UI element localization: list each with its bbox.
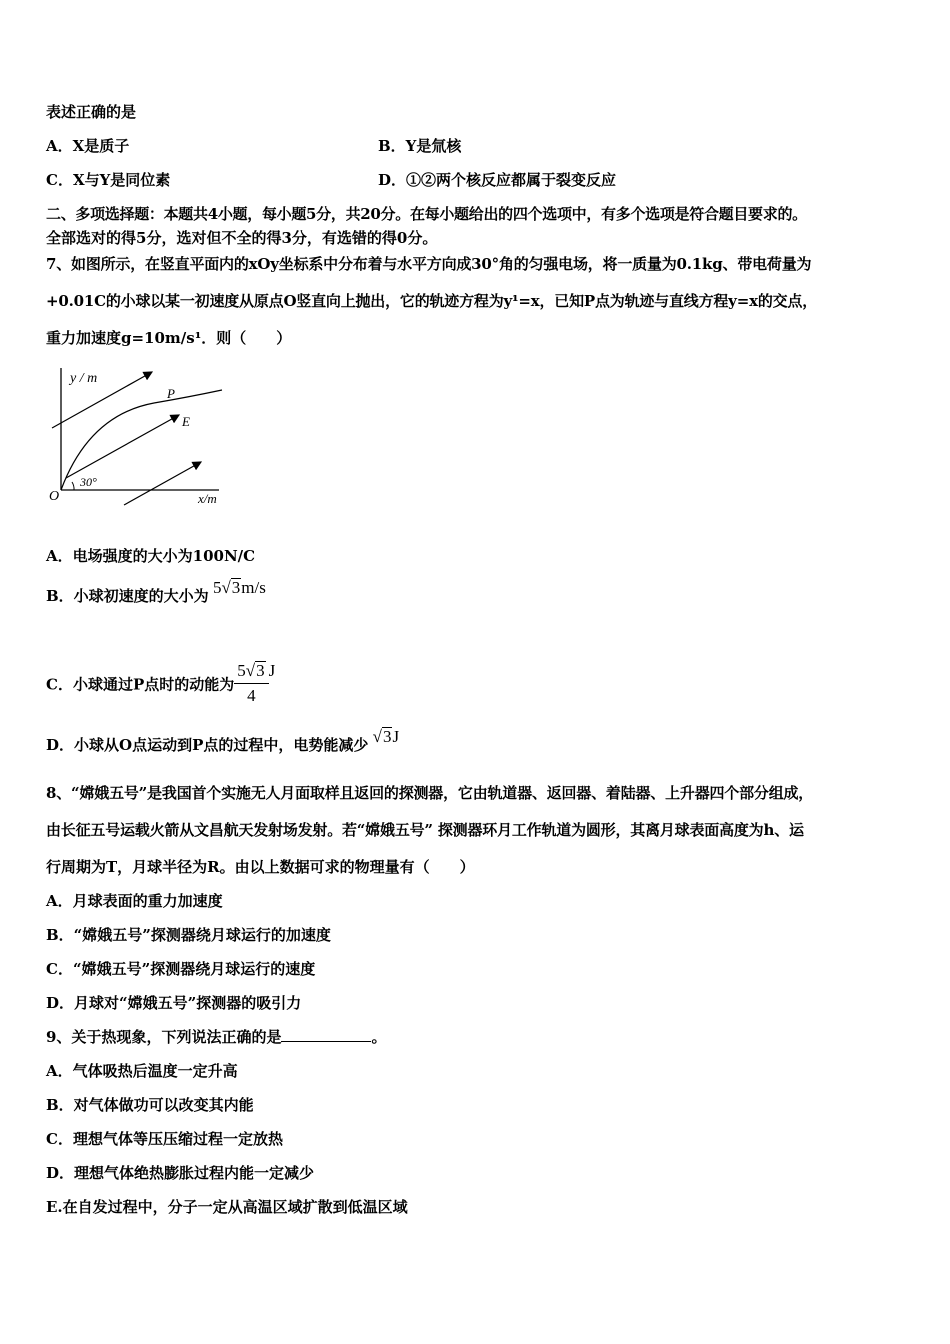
q9-stem-text: 9、关于热现象，下列说法正确的是 bbox=[46, 1028, 282, 1046]
q7-option-c-num-radicand: 3 bbox=[256, 661, 265, 680]
q7-option-c-text: C．小球通过P点时的动能为 bbox=[46, 675, 235, 694]
q7-option-b-text: B．小球初速度的大小为 bbox=[46, 587, 209, 605]
q8-option-b: B．“嫦娥五号”探测器绕月球运行的加速度 bbox=[46, 926, 331, 944]
q8-stem-line1: 8、“嫦娥五号”是我国首个实施无人月面取样且返回的探测器，它由轨道器、返回器、着陆器、上升器四个部分组成， bbox=[46, 784, 814, 802]
q7-option-b-radicand: 3 bbox=[231, 578, 241, 597]
q8-stem-line2: 由长征五号运载火箭从文昌航天发射场发射。若“嫦娥五号” 探测器环月工作轨道为圆形，其离月球表面高度为h、运 bbox=[46, 821, 804, 839]
q9-option-a: A．气体吸热后温度一定升高 bbox=[46, 1062, 238, 1080]
q7-option-b: B．小球初速度的大小为 5√3m/s bbox=[46, 578, 266, 605]
q9-option-e: E.在自发过程中，分子一定从高温区域扩散到低温区域 bbox=[46, 1198, 408, 1216]
q6-option-a: A．X是质子 bbox=[46, 137, 130, 155]
q9-option-b: B．对气体做功可以改变其内能 bbox=[46, 1096, 254, 1114]
section2-heading-line1: 二、多项选择题：本题共4小题，每小题5分，共20分。在每小题给出的四个选项中，有多个选项是符合题目要求的。 bbox=[46, 205, 807, 223]
q7-option-b-unit: m/s bbox=[241, 578, 266, 597]
q8-option-d: D．月球对“嫦娥五号”探测器的吸引力 bbox=[46, 994, 302, 1012]
q7-stem-line1: 7、如图所示，在竖直平面内的xOy坐标系中分布着与水平方向成30°角的匀强电场，将一质量为0.1kg、带电荷量为 bbox=[46, 255, 812, 273]
q7-option-d-radicand: 3 bbox=[382, 727, 392, 746]
field-line-upper bbox=[52, 372, 152, 428]
q9-option-d: D．理想气体绝热膨胀过程内能一定减少 bbox=[46, 1164, 315, 1182]
q9-answer-blank bbox=[281, 1027, 371, 1042]
origin-label: O bbox=[49, 489, 60, 504]
field-e-label: E bbox=[182, 414, 190, 429]
q6-option-c: C．X与Y是同位素 bbox=[46, 171, 171, 189]
point-p-label: P bbox=[167, 386, 175, 401]
field-line-middle bbox=[66, 415, 179, 478]
q7-figure bbox=[44, 360, 229, 510]
q7-option-d: D．小球从O点运动到P点的过程中，电势能减少 √3J bbox=[46, 727, 400, 754]
angle-label: 30° bbox=[80, 475, 97, 489]
q6-option-d: D．①②两个核反应都属于裂变反应 bbox=[378, 171, 617, 189]
q7-option-c-unit: J bbox=[268, 660, 276, 680]
q7-option-b-coef: 5 bbox=[212, 578, 222, 597]
q7-stem-line2: +0.01C的小球以某一初速度从原点O竖直向上抛出，它的轨迹方程为y¹=x，已知P点为轨迹与直线方程y=x的交点， bbox=[46, 292, 818, 310]
q8-option-c: C．“嫦娥五号”探测器绕月球运行的速度 bbox=[46, 960, 316, 978]
field-line-lower bbox=[124, 462, 201, 505]
q9-stem bbox=[46, 1027, 386, 1047]
q6-option-b: B．Y是氚核 bbox=[378, 137, 462, 155]
q6-stem-end: 表述正确的是 bbox=[46, 103, 137, 121]
section2-heading-line2: 全部选对的得5分，选对但不全的得3分，有选错的得0分。 bbox=[46, 229, 438, 247]
y-axis-label: y / m bbox=[70, 371, 98, 386]
q8-option-a: A．月球表面的重力加速度 bbox=[46, 892, 223, 910]
q9-option-c: C．理想气体等压压缩过程一定放热 bbox=[46, 1130, 283, 1148]
x-axis-label: x/m bbox=[198, 491, 217, 506]
angle-arc bbox=[72, 482, 74, 490]
q8-stem-line3: 行周期为T，月球半径为R。由以上数据可求的物理量有（ ） bbox=[46, 858, 475, 876]
q7-option-c: C．小球通过P点时的动能为 $\frac{5√3}{4}$ J bbox=[46, 660, 276, 705]
q7-option-d-unit: J bbox=[392, 727, 400, 746]
q7-option-c-den: 4 bbox=[247, 686, 256, 705]
q7-option-c-num-coef: 5 bbox=[237, 661, 246, 680]
q7-stem-line3: 重力加速度g=10m/s¹．则（ ） bbox=[46, 329, 292, 347]
q7-option-a: A．电场强度的大小为100N/C bbox=[46, 547, 256, 565]
q7-option-d-text: D．小球从O点运动到P点的过程中，电势能减少 bbox=[46, 736, 369, 754]
q9-stem-end: 。 bbox=[371, 1028, 387, 1046]
